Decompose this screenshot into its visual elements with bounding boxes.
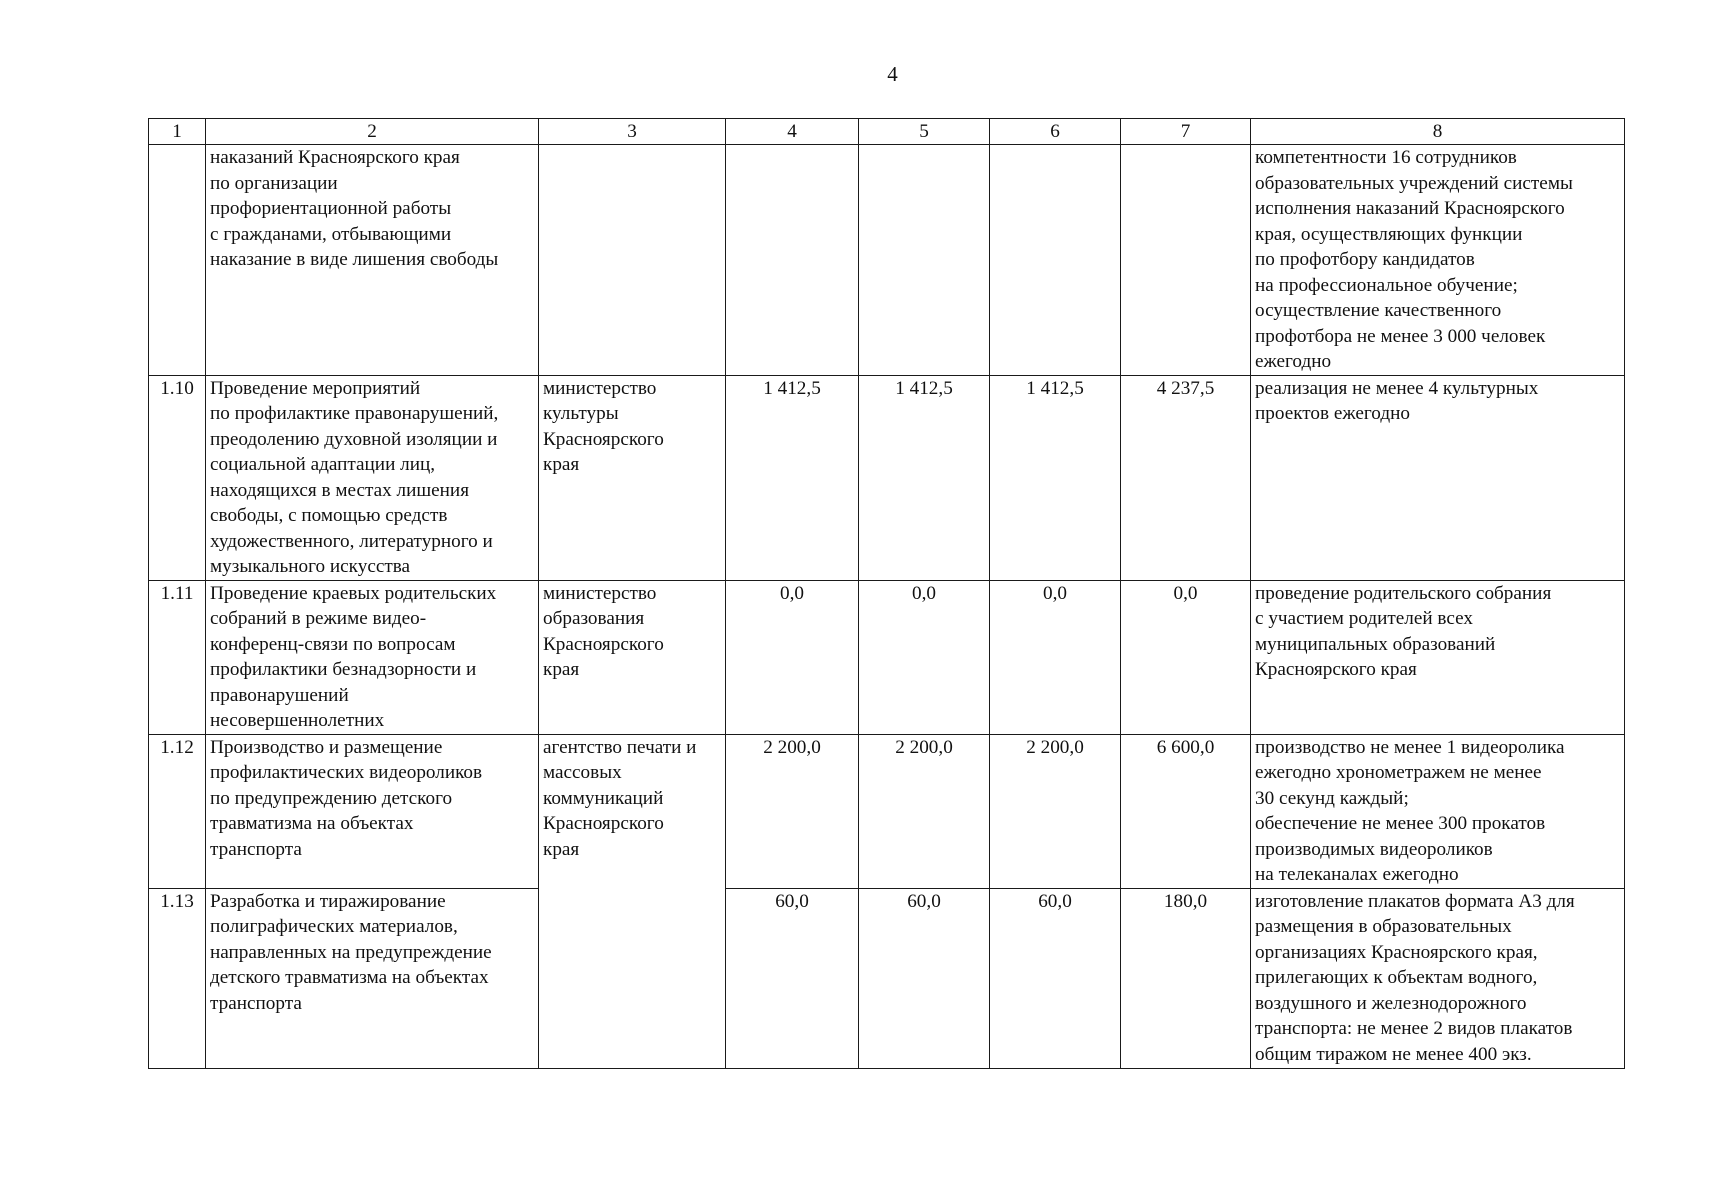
amount-year-2: 2 200,0: [859, 734, 990, 888]
amount-year-2: 60,0: [859, 888, 990, 1068]
table-header-row: [149, 119, 1625, 145]
column-number-header: 7: [1121, 119, 1251, 145]
amount-total: 180,0: [1121, 888, 1251, 1068]
table-row: [149, 145, 1625, 376]
column-number-header: 2: [206, 119, 539, 145]
amount-year-1: 1 412,5: [726, 375, 859, 580]
measure-name: Проведение краевых родительских собраний в режиме видео- конференц-связи по вопросам профилактики безнадзорности и правонарушений несовершеннолетних: [206, 580, 539, 734]
expected-result: реализация не менее 4 культурных проектов ежегодно: [1251, 375, 1625, 580]
amount-total: [1121, 145, 1251, 376]
amount-year-2: 1 412,5: [859, 375, 990, 580]
page-number: 4: [887, 62, 898, 86]
table-row: [149, 888, 1625, 1068]
amount-total: 6 600,0: [1121, 734, 1251, 888]
amount-year-1: [726, 145, 859, 376]
measure-name: наказаний Красноярского края по организации профориентационной работы с гражданами, отбывающими наказание в виде лишения свободы: [206, 145, 539, 376]
measure-name: Проведение мероприятий по профилактике правонарушений, преодолению духовной изоляции и социальной адаптации лиц, находящихся в местах лишения свободы, с помощью средств художественного, литературного и музыкального искусства: [206, 375, 539, 580]
amount-year-3: 1 412,5: [990, 375, 1121, 580]
executor: министерство образования Красноярского края: [539, 580, 726, 734]
measure-name: Разработка и тиражирование полиграфических материалов, направленных на предупреждение детского травматизма на объектах транспорта: [206, 888, 539, 1068]
amount-year-1: 0,0: [726, 580, 859, 734]
item-number: 1.13: [149, 888, 206, 1068]
column-number-header: 1: [149, 119, 206, 145]
amount-year-2: [859, 145, 990, 376]
table-row: [149, 734, 1625, 888]
table-row: [149, 375, 1625, 580]
expected-result: изготовление плакатов формата А3 для размещения в образовательных организациях Красноярского края, прилегающих к объектам водного, воздушного и железнодорожного транспорта: не менее 2 видов плакатов общим тиражом не менее 400 экз.: [1251, 888, 1625, 1068]
column-number-header: 8: [1251, 119, 1625, 145]
executor: агентство печати и массовых коммуникаций Красноярского края: [539, 734, 726, 1068]
column-number-header: 3: [539, 119, 726, 145]
amount-total: 0,0: [1121, 580, 1251, 734]
executor: [539, 145, 726, 376]
amount-total: 4 237,5: [1121, 375, 1251, 580]
amount-year-3: [990, 145, 1121, 376]
activities-table: [148, 118, 1625, 1069]
amount-year-3: 60,0: [990, 888, 1121, 1068]
table-row: [149, 580, 1625, 734]
item-number: 1.12: [149, 734, 206, 888]
item-number: 1.10: [149, 375, 206, 580]
expected-result: производство не менее 1 видеоролика ежегодно хронометражем не менее 30 секунд каждый; обеспечение не менее 300 прокатов производимых видеороликов на телеканалах ежегодно: [1251, 734, 1625, 888]
measure-name: Производство и размещение профилактических видеороликов по предупреждению детского травматизма на объектах транспорта: [206, 734, 539, 888]
amount-year-3: 0,0: [990, 580, 1121, 734]
expected-result: проведение родительского собрания с участием родителей всех муниципальных образований Красноярского края: [1251, 580, 1625, 734]
expected-result: компетентности 16 сотрудников образовательных учреждений системы исполнения наказаний Красноярского края, осуществляющих функции по профотбору кандидатов на профессиональное обучение; осуществление качественного профотбора не менее 3 000 человек ежегодно: [1251, 145, 1625, 376]
item-number: 1.11: [149, 580, 206, 734]
column-number-header: 6: [990, 119, 1121, 145]
amount-year-3: 2 200,0: [990, 734, 1121, 888]
executor: министерство культуры Красноярского края: [539, 375, 726, 580]
amount-year-2: 0,0: [859, 580, 990, 734]
amount-year-1: 60,0: [726, 888, 859, 1068]
item-number: [149, 145, 206, 376]
column-number-header: 4: [726, 119, 859, 145]
amount-year-1: 2 200,0: [726, 734, 859, 888]
column-number-header: 5: [859, 119, 990, 145]
